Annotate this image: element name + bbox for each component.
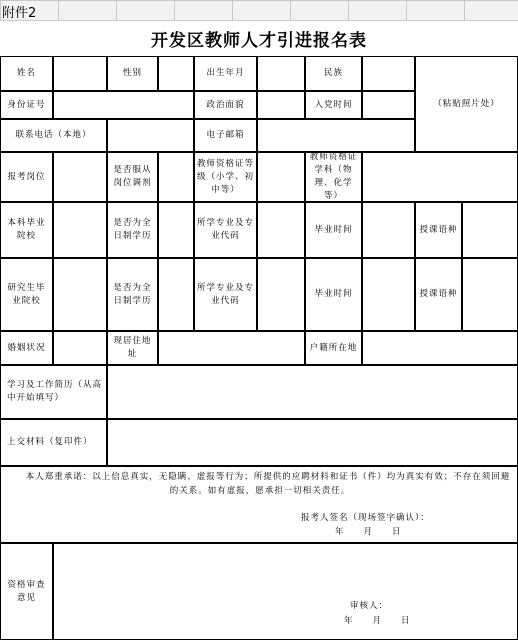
label-gender: 性别 [107,56,158,91]
grad-time-pg-cell[interactable] [362,258,415,331]
label-review: 资格审查意见 [0,543,53,640]
major-code-ug-cell[interactable] [257,202,305,258]
label-teaching-lang-pg: 授课语种 [415,258,462,331]
label-accept-adjust: 是否服从岗位调剂 [107,152,158,202]
label-fulltime-pg: 是否为全日制学历 [107,258,158,331]
label-postgrad-school: 研究生毕业院校 [0,258,53,331]
teaching-lang-pg-cell[interactable] [462,258,518,331]
name-cell[interactable] [53,56,107,91]
teacher-cert-level-cell[interactable] [257,152,305,202]
party-join-date-cell[interactable] [362,91,415,119]
reviewer-label: 审核人： [350,601,389,611]
label-email: 电子邮箱 [194,119,257,152]
study-work-history-cell[interactable] [107,365,518,419]
accept-adjust-cell[interactable] [158,152,194,202]
position-cell[interactable] [53,152,107,202]
gender-cell[interactable] [158,56,194,91]
label-party-join-date: 入党时间 [305,91,362,119]
marital-cell[interactable] [53,331,107,365]
label-residence: 现居住地址 [107,331,158,365]
pledge-text: 本人郑重承诺：以上信息真实，无隐瞒、虚报等行为；所提供的应聘材料和证书（件）均为真实有效；不存在须回避的关系。如有虚报，愿承担一切相关责任。 [25,472,511,496]
label-study-work-history: 学习及工作简历（从高中开始填写） [0,365,107,419]
residence-cell[interactable] [158,331,305,365]
undergrad-school-cell[interactable] [53,202,107,258]
label-grad-time-ug: 毕业时间 [305,202,362,258]
hukou-cell[interactable] [362,331,518,365]
postgrad-school-cell[interactable] [53,258,107,331]
email-cell[interactable] [257,119,415,152]
review-cell[interactable] [53,543,518,640]
form-title: 开发区教师人才引进报名表 [0,21,518,56]
label-major-code-pg: 所学专业及专业代码 [194,258,257,331]
fulltime-pg-cell[interactable] [158,258,194,331]
materials-cell[interactable] [107,419,518,466]
pledge-section [0,466,518,543]
label-fulltime-ug: 是否为全日制学历 [107,202,158,258]
label-id-number: 身份证号 [0,91,53,119]
label-teacher-cert-subject: 教师资格证学科（物理、化学等） [305,152,362,202]
label-hukou: 户籍所在地 [305,331,362,365]
review-date: 年 月 日 [344,616,411,626]
label-political-status: 政治面貌 [194,91,257,119]
photo-area[interactable]: （粘贴照片处） [415,56,518,152]
political-status-cell[interactable] [257,91,305,119]
birth-cell[interactable] [257,56,305,91]
fulltime-ug-cell[interactable] [158,202,194,258]
pledge-date: 年 月 日 [335,527,402,537]
phone-cell[interactable] [107,119,194,152]
id-number-cell[interactable] [53,91,194,119]
label-marital: 婚姻状况 [0,331,53,365]
label-teaching-lang-ug: 授课语种 [415,202,462,258]
label-phone: 联系电话（本地） [0,119,107,152]
label-ethnicity: 民族 [305,56,362,91]
teacher-cert-subject-cell[interactable] [362,152,518,202]
attachment-label: 附件2 [2,6,37,21]
label-materials: 上交材料（复印件） [0,419,107,466]
grad-time-ug-cell[interactable] [362,202,415,258]
pledge-signature-label: 报考人签名（现场签字确认）： [301,513,430,523]
label-name: 姓名 [0,56,53,91]
major-code-pg-cell[interactable] [257,258,305,331]
teaching-lang-ug-cell[interactable] [462,202,518,258]
ethnicity-cell[interactable] [362,56,415,91]
label-grad-time-pg: 毕业时间 [305,258,362,331]
label-position: 报考岗位 [0,152,53,202]
label-undergrad-school: 本科毕业院校 [0,202,53,258]
label-teacher-cert-level: 教师资格证等级（小学、初中等） [194,152,257,202]
label-birth: 出生年月 [194,56,257,91]
sheet-header-row [0,0,518,21]
label-major-code-ug: 所学专业及专业代码 [194,202,257,258]
